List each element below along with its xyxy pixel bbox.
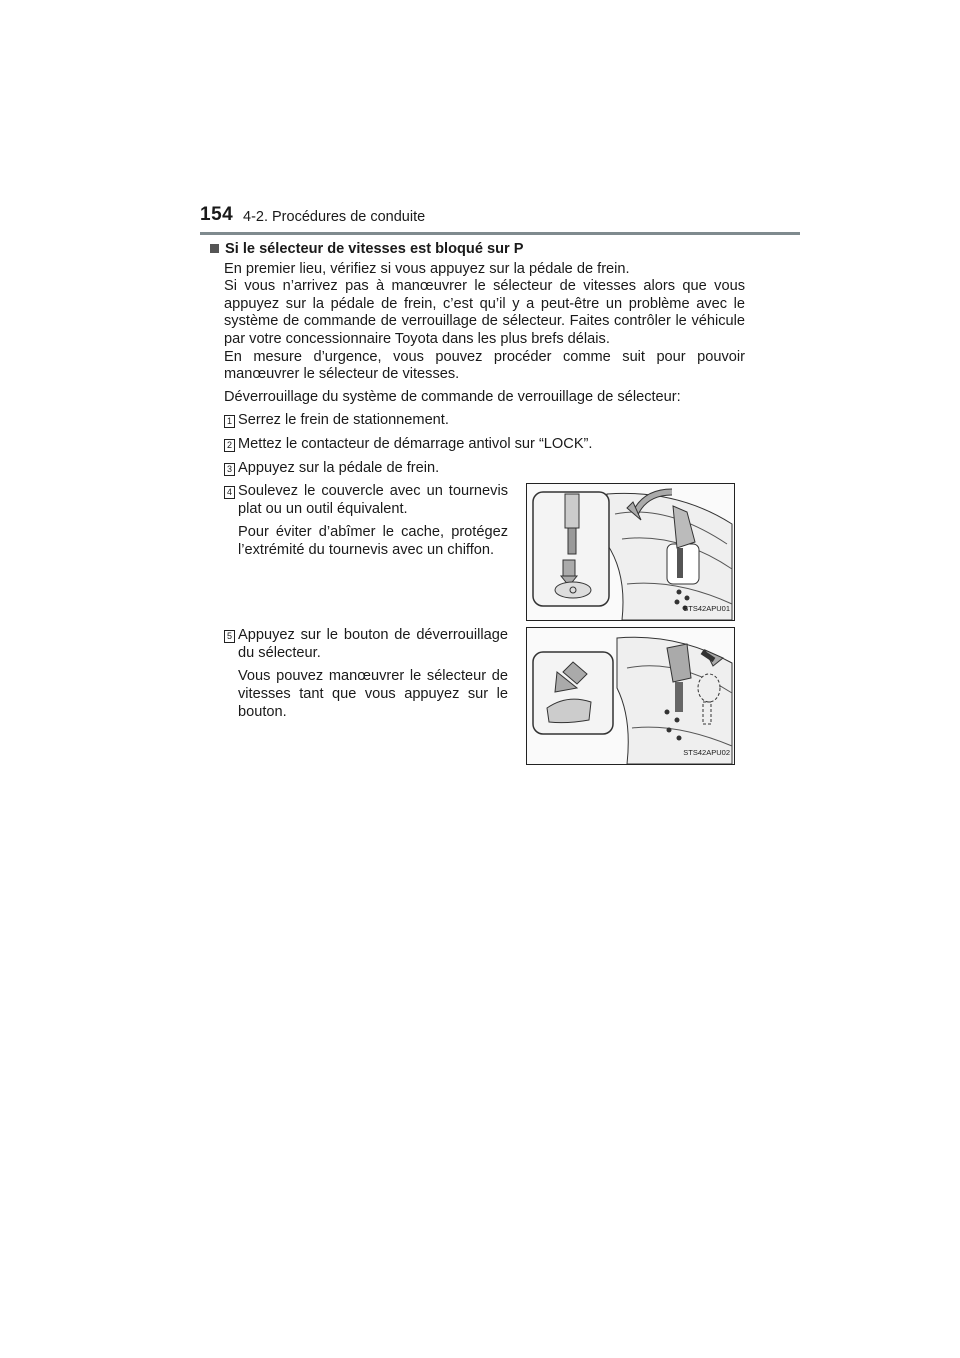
step-text: Serrez le frein de stationnement. [238, 412, 449, 429]
step-note: Vous pouvez manœuvrer le sélecteur de vitesses tant que vous appuyez sur le bouton. [238, 668, 508, 720]
figure-code: STS42APU02 [683, 747, 730, 757]
step-1 [224, 412, 745, 430]
step-number-box: 5 [224, 630, 235, 643]
paragraph: En mesure d’urgence, vous pouvez procéder comme suit pour pouvoir manœuvrer le sélecteur de vitesses. [224, 348, 745, 383]
chapter-title: 4-2. Procédures de conduite [243, 209, 426, 225]
step-3 [224, 460, 745, 478]
step-number-box: 3 [224, 463, 235, 476]
step-2 [224, 436, 745, 454]
step-4 [224, 483, 745, 621]
step-5 [224, 627, 745, 767]
section-title [210, 241, 745, 259]
section-title-text: Si le sélecteur de vitesses est bloqué sur P [225, 241, 524, 257]
step-text: Appuyez sur la pédale de frein. [238, 459, 440, 476]
step-text: Appuyez sur le bouton de déverrouillage du sélecteur. [238, 627, 508, 661]
step-note: Pour éviter d’abîmer le cache, protégez l’extrémité du tournevis avec un chiffon. [238, 524, 508, 558]
figure-screwdriver-cover [526, 483, 735, 621]
intro-text [224, 261, 745, 407]
page-header [200, 204, 800, 234]
step-text: Mettez le contacteur de démarrage antivol sur “LOCK”. [238, 435, 593, 452]
figure-code: STS42APU01 [683, 603, 730, 613]
page-number: 154 [200, 204, 234, 225]
step-number-box: 1 [224, 415, 235, 428]
header-divider [200, 232, 800, 235]
paragraph: En premier lieu, vérifiez si vous appuyez sur la pédale de frein. [224, 260, 630, 277]
paragraph: Déverrouillage du système de commande de verrouillage de sélecteur: [224, 388, 681, 405]
paragraph: Si vous n’arrivez pas à manœuvrer le sélecteur de vitesses alors que vous appuyez sur la pédale de frein, c’est qu’il y a peut-être un problème avec le système de commande de verrouillage de sélecteur. Faites contrôler le véhicule par votre concessionnaire Toyota dans les plus brefs délais. [224, 278, 745, 347]
main-content [210, 241, 745, 767]
figure-release-button [526, 627, 735, 765]
square-bullet-icon [210, 244, 219, 253]
step-number-box: 2 [224, 439, 235, 452]
step-number-box: 4 [224, 486, 235, 499]
step-text: Soulevez le couvercle avec un tournevis plat ou un outil équivalent. [238, 483, 508, 517]
